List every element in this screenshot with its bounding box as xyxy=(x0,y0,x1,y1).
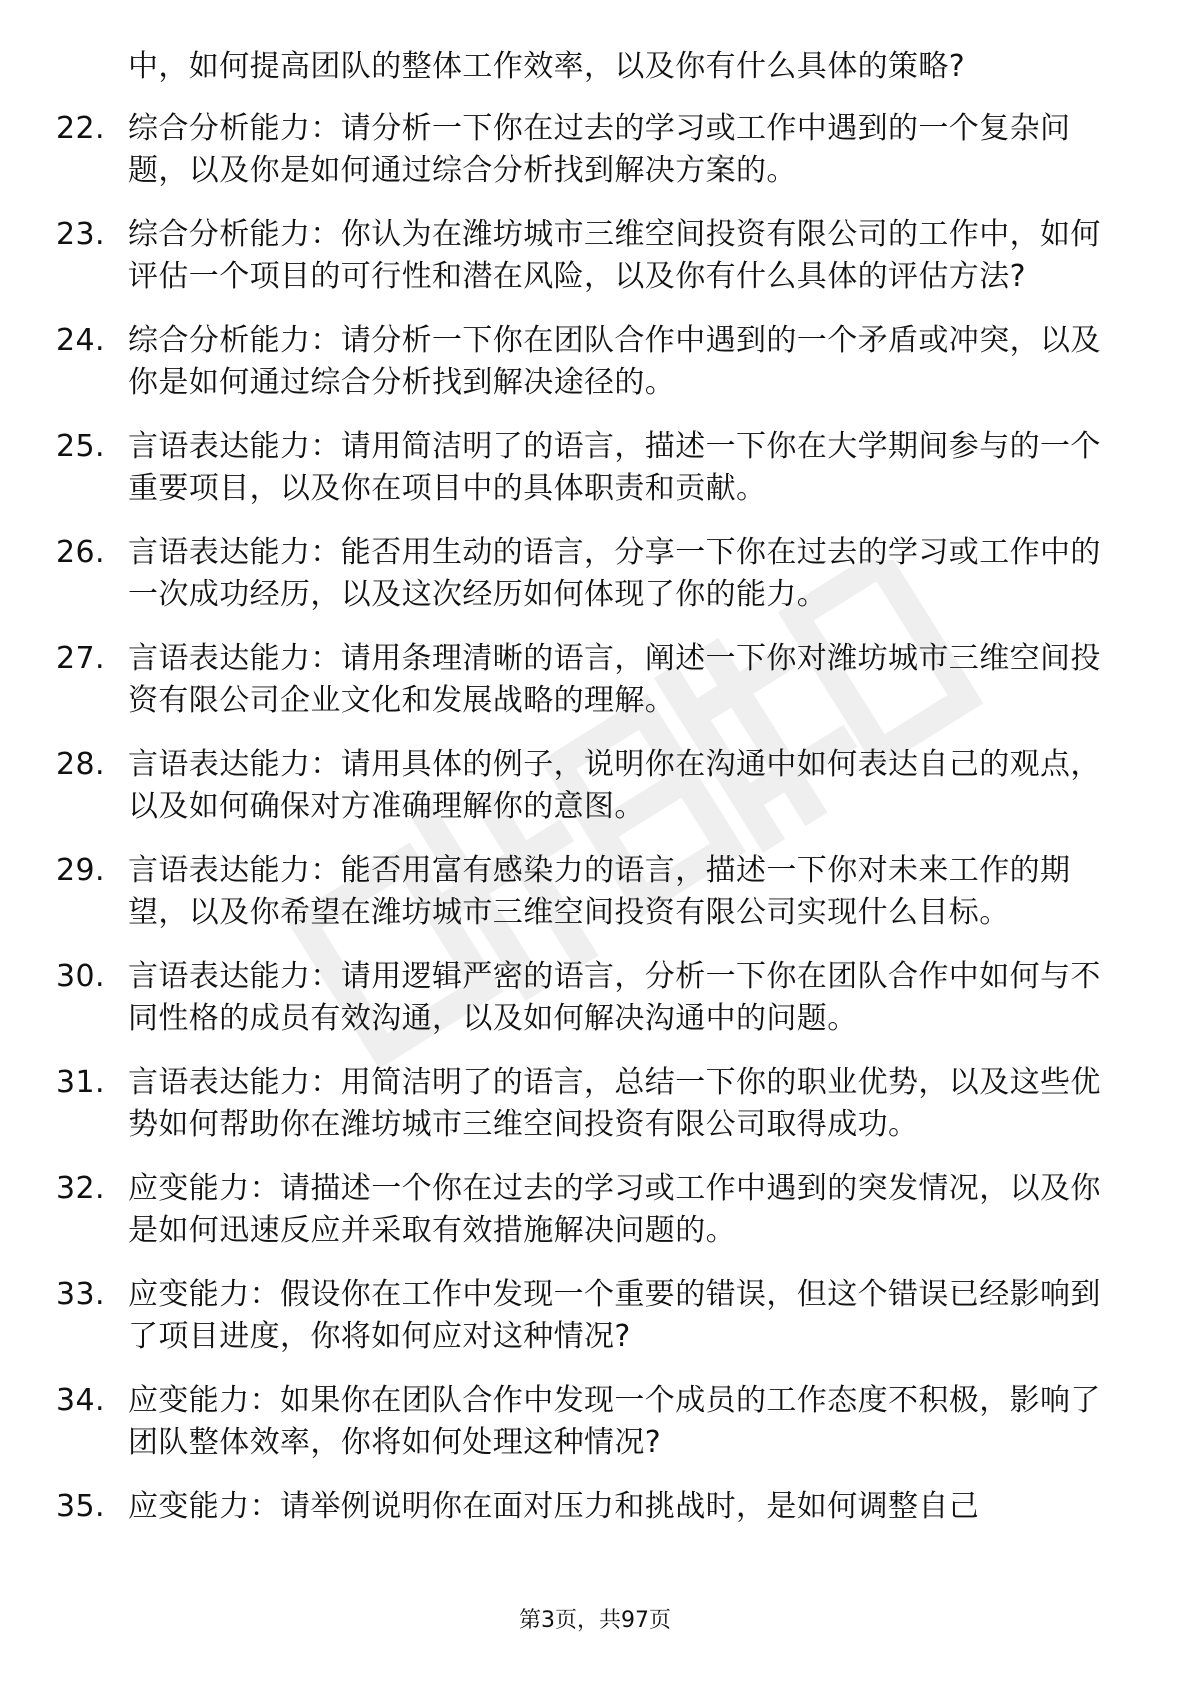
question-text: 言语表达能力：请用逻辑严密的语言，分析一下你在团队合作中如何与不同性格的成员有效沟通，以及如何解决沟通中的问题。 xyxy=(128,959,1101,1036)
question-number: 27. xyxy=(56,641,105,676)
list-item xyxy=(56,426,1116,510)
question-number: 34. xyxy=(56,1383,105,1418)
question-text: 综合分析能力：你认为在潍坊城市三维空间投资有限公司的工作中，如何评估一个项目的可行性和潜在风险，以及你有什么具体的评估方法? xyxy=(128,217,1101,294)
list-item xyxy=(56,850,1116,934)
question-text: 言语表达能力：能否用富有感染力的语言，描述一下你对未来工作的期望，以及你希望在潍坊城市三维空间投资有限公司实现什么目标。 xyxy=(128,853,1071,930)
question-number: 33. xyxy=(56,1277,105,1312)
question-number: 29. xyxy=(56,853,105,888)
question-text: 言语表达能力：请用简洁明了的语言，描述一下你在大学期间参与的一个重要项目，以及你在项目中的具体职责和贡献。 xyxy=(128,429,1101,506)
question-text: 言语表达能力：请用条理清晰的语言，阐述一下你对潍坊城市三维空间投资有限公司企业文化和发展战略的理解。 xyxy=(128,641,1101,718)
list-item xyxy=(56,956,1116,1040)
list-item xyxy=(56,1062,1116,1146)
question-number: 28. xyxy=(56,747,105,782)
question-number: 25. xyxy=(56,429,105,464)
page-number-footer: 第3页，共97页 xyxy=(519,1608,671,1633)
list-item xyxy=(56,214,1116,298)
question-text: 言语表达能力：能否用生动的语言，分享一下你在过去的学习或工作中的一次成功经历，以及这次经历如何体现了你的能力。 xyxy=(128,535,1101,612)
question-number: 22. xyxy=(56,111,105,146)
question-text: 应变能力：如果你在团队合作中发现一个成员的工作态度不积极，影响了团队整体效率，你将如何处理这种情况? xyxy=(128,1383,1101,1460)
list-item xyxy=(56,46,1116,88)
question-number: 35. xyxy=(56,1489,105,1524)
list-item xyxy=(56,532,1116,616)
question-number: 31. xyxy=(56,1065,105,1100)
question-list xyxy=(56,46,1116,1550)
question-text: 应变能力：请描述一个你在过去的学习或工作中遇到的突发情况，以及你是如何迅速反应并采取有效措施解决问题的。 xyxy=(128,1171,1101,1248)
question-number: 26. xyxy=(56,535,105,570)
list-item xyxy=(56,1380,1116,1464)
list-item xyxy=(56,108,1116,192)
question-text: 应变能力：请举例说明你在面对压力和挑战时，是如何调整自己 xyxy=(128,1489,980,1524)
question-number: 30. xyxy=(56,959,105,994)
list-item xyxy=(56,638,1116,722)
question-number: 23. xyxy=(56,217,105,252)
question-text: 中，如何提高团队的整体工作效率，以及你有什么具体的策略? xyxy=(128,49,966,84)
question-text: 综合分析能力：请分析一下你在过去的学习或工作中遇到的一个复杂问题，以及你是如何通过综合分析找到解决方案的。 xyxy=(128,111,1071,188)
list-item xyxy=(56,1486,1116,1528)
list-item xyxy=(56,320,1116,404)
question-text: 言语表达能力：请用具体的例子，说明你在沟通中如何表达自己的观点，以及如何确保对方准确理解你的意图。 xyxy=(128,747,1101,824)
question-number: 32. xyxy=(56,1171,105,1206)
question-number: 24. xyxy=(56,323,105,358)
list-item xyxy=(56,1168,1116,1252)
question-text: 综合分析能力：请分析一下你在团队合作中遇到的一个矛盾或冲突，以及你是如何通过综合分析找到解决途径的。 xyxy=(128,323,1101,400)
question-text: 言语表达能力：用简洁明了的语言，总结一下你的职业优势，以及这些优势如何帮助你在潍坊城市三维空间投资有限公司取得成功。 xyxy=(128,1065,1101,1142)
list-item xyxy=(56,744,1116,828)
question-text: 应变能力：假设你在工作中发现一个重要的错误，但这个错误已经影响到了项目进度，你将如何应对这种情况? xyxy=(128,1277,1101,1354)
list-item xyxy=(56,1274,1116,1358)
